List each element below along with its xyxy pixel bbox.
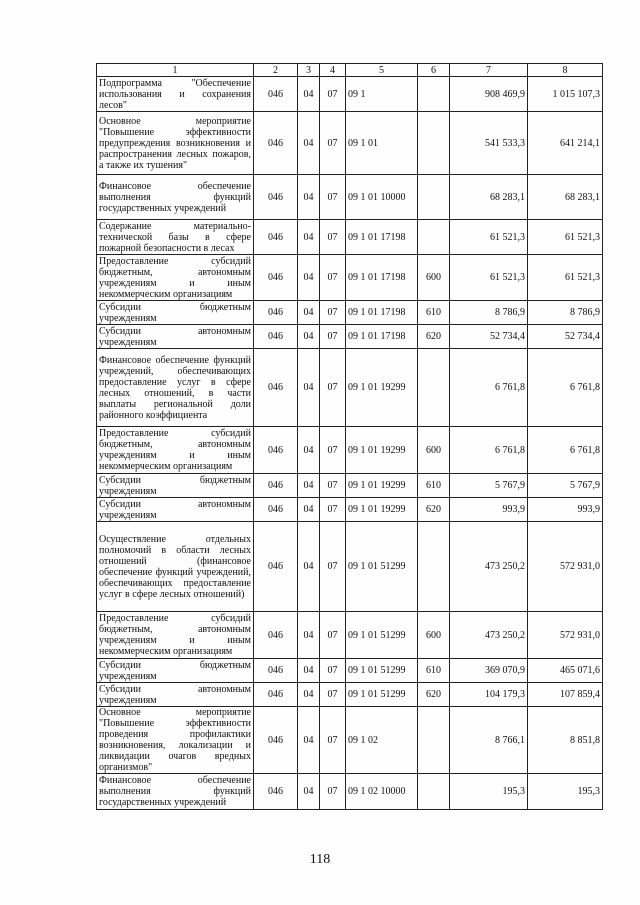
target-article-code: 09 1 01 19299	[346, 474, 418, 498]
table-row	[97, 255, 603, 301]
column-header-6: 6	[418, 64, 450, 77]
amount-year-1: 473 250,2	[450, 522, 528, 612]
item-name: Предоставление субсидий бюджетным, автономным учреждениям и иным некоммерческим организациям	[97, 612, 254, 659]
expense-type-code: 610	[418, 301, 450, 325]
item-name: Финансовое обеспечение функций учреждений, обеспечивающих предоставление услуг в сфере лесных отношений, в части выплаты региональной доли районного коэффициента	[97, 349, 254, 427]
target-article-code: 09 1 01 19299	[346, 498, 418, 522]
item-name: Субсидии автономным учреждениям	[97, 683, 254, 707]
table-row	[97, 522, 603, 612]
ministry-code: 046	[254, 683, 298, 707]
item-name: Содержание материально-технической базы в сфере пожарной безопасности в лесах	[97, 220, 254, 255]
target-article-code: 09 1 01 17198	[346, 301, 418, 325]
section-code: 04	[298, 659, 320, 683]
amount-year-2: 52 734,4	[528, 325, 603, 349]
item-name: Субсидии бюджетным учреждениям	[97, 301, 254, 325]
section-code: 04	[298, 220, 320, 255]
amount-year-1: 195,3	[450, 774, 528, 810]
section-code: 04	[298, 112, 320, 175]
subsection-code: 07	[320, 474, 346, 498]
expense-type-code	[418, 349, 450, 427]
table-header-row	[97, 64, 603, 77]
page-number: 118	[309, 852, 331, 867]
amount-year-2: 61 521,3	[528, 255, 603, 301]
amount-year-2: 107 859,4	[528, 683, 603, 707]
section-code: 04	[298, 175, 320, 220]
expense-type-code: 600	[418, 427, 450, 474]
table-row	[97, 707, 603, 774]
subsection-code: 07	[320, 325, 346, 349]
amount-year-1: 908 469,9	[450, 77, 528, 112]
column-header-2: 2	[254, 64, 298, 77]
expense-type-code: 600	[418, 612, 450, 659]
amount-year-2: 61 521,3	[528, 220, 603, 255]
item-name: Субсидии бюджетным учреждениям	[97, 659, 254, 683]
section-code: 04	[298, 77, 320, 112]
section-code: 04	[298, 427, 320, 474]
table-row	[97, 683, 603, 707]
amount-year-1: 369 070,9	[450, 659, 528, 683]
table-row	[97, 301, 603, 325]
item-name: Финансовое обеспечение выполнения функций государственных учреждений	[97, 175, 254, 220]
amount-year-1: 68 283,1	[450, 175, 528, 220]
amount-year-2: 8 851,8	[528, 707, 603, 774]
amount-year-2: 195,3	[528, 774, 603, 810]
amount-year-2: 572 931,0	[528, 612, 603, 659]
amount-year-1: 993,9	[450, 498, 528, 522]
column-header-3: 3	[298, 64, 320, 77]
expense-type-code	[418, 77, 450, 112]
section-code: 04	[298, 301, 320, 325]
target-article-code: 09 1 01	[346, 112, 418, 175]
target-article-code: 09 1 01 17198	[346, 220, 418, 255]
ministry-code: 046	[254, 774, 298, 810]
amount-year-2: 68 283,1	[528, 175, 603, 220]
expense-type-code	[418, 774, 450, 810]
column-header-7: 7	[450, 64, 528, 77]
subsection-code: 07	[320, 774, 346, 810]
table-row	[97, 220, 603, 255]
subsection-code: 07	[320, 301, 346, 325]
section-code: 04	[298, 255, 320, 301]
section-code: 04	[298, 522, 320, 612]
subsection-code: 07	[320, 175, 346, 220]
section-code: 04	[298, 349, 320, 427]
item-name: Субсидии автономным учреждениям	[97, 498, 254, 522]
target-article-code: 09 1 01 51299	[346, 522, 418, 612]
amount-year-1: 5 767,9	[450, 474, 528, 498]
ministry-code: 046	[254, 77, 298, 112]
amount-year-2: 465 071,6	[528, 659, 603, 683]
ministry-code: 046	[254, 474, 298, 498]
amount-year-1: 6 761,8	[450, 427, 528, 474]
expense-type-code	[418, 175, 450, 220]
table-row	[97, 659, 603, 683]
ministry-code: 046	[254, 255, 298, 301]
amount-year-2: 6 761,8	[528, 349, 603, 427]
table-row	[97, 112, 603, 175]
target-article-code: 09 1 01 10000	[346, 175, 418, 220]
expense-type-code: 610	[418, 659, 450, 683]
amount-year-2: 5 767,9	[528, 474, 603, 498]
column-header-5: 5	[346, 64, 418, 77]
column-header-1: 1	[97, 64, 254, 77]
expense-type-code	[418, 707, 450, 774]
target-article-code: 09 1 01 51299	[346, 612, 418, 659]
subsection-code: 07	[320, 522, 346, 612]
expense-type-code: 620	[418, 325, 450, 349]
amount-year-1: 8 786,9	[450, 301, 528, 325]
expense-type-code	[418, 112, 450, 175]
amount-year-1: 52 734,4	[450, 325, 528, 349]
ministry-code: 046	[254, 112, 298, 175]
target-article-code: 09 1 02	[346, 707, 418, 774]
amount-year-1: 104 179,3	[450, 683, 528, 707]
target-article-code: 09 1 01 19299	[346, 427, 418, 474]
section-code: 04	[298, 325, 320, 349]
item-name: Финансовое обеспечение выполнения функций государственных учреждений	[97, 774, 254, 810]
amount-year-2: 572 931,0	[528, 522, 603, 612]
item-name: Предоставление субсидий бюджетным, автономным учреждениям и иным некоммерческим организациям	[97, 255, 254, 301]
table-row	[97, 325, 603, 349]
target-article-code: 09 1 01 17198	[346, 255, 418, 301]
table-row	[97, 774, 603, 810]
table-row	[97, 498, 603, 522]
ministry-code: 046	[254, 612, 298, 659]
table-row	[97, 612, 603, 659]
target-article-code: 09 1	[346, 77, 418, 112]
amount-year-1: 541 533,3	[450, 112, 528, 175]
item-name: Осуществление отдельных полномочий в области лесных отношений (финансовое обеспечение функций учреждений, обеспечивающих предоставление услуг в сфере лесных отношений)	[97, 522, 254, 612]
budget-table	[96, 63, 603, 810]
ministry-code: 046	[254, 522, 298, 612]
expense-type-code	[418, 522, 450, 612]
expense-type-code: 600	[418, 255, 450, 301]
table-row	[97, 175, 603, 220]
item-name: Предоставление субсидий бюджетным, автономным учреждениям и иным некоммерческим организациям	[97, 427, 254, 474]
expense-type-code: 620	[418, 683, 450, 707]
subsection-code: 07	[320, 707, 346, 774]
subsection-code: 07	[320, 427, 346, 474]
ministry-code: 046	[254, 707, 298, 774]
section-code: 04	[298, 474, 320, 498]
ministry-code: 046	[254, 301, 298, 325]
target-article-code: 09 1 01 51299	[346, 683, 418, 707]
ministry-code: 046	[254, 427, 298, 474]
section-code: 04	[298, 612, 320, 659]
expense-type-code: 610	[418, 474, 450, 498]
item-name: Основное мероприятие "Повышение эффективности предупреждения возникновения и распространения лесных пожаров, а также их тушения"	[97, 112, 254, 175]
target-article-code: 09 1 01 17198	[346, 325, 418, 349]
ministry-code: 046	[254, 220, 298, 255]
amount-year-2: 1 015 107,3	[528, 77, 603, 112]
expense-type-code: 620	[418, 498, 450, 522]
subsection-code: 07	[320, 659, 346, 683]
amount-year-1: 61 521,3	[450, 220, 528, 255]
amount-year-1: 473 250,2	[450, 612, 528, 659]
section-code: 04	[298, 498, 320, 522]
item-name: Субсидии автономным учреждениям	[97, 325, 254, 349]
item-name: Подпрограмма "Обеспечение использования и сохранения лесов"	[97, 77, 254, 112]
table-row	[97, 77, 603, 112]
target-article-code: 09 1 01 19299	[346, 349, 418, 427]
section-code: 04	[298, 683, 320, 707]
column-header-8: 8	[528, 64, 603, 77]
ministry-code: 046	[254, 325, 298, 349]
item-name: Субсидии бюджетным учреждениям	[97, 474, 254, 498]
item-name: Основное мероприятие "Повышение эффективности проведения профилактики возникновения, локализации и ликвидации очагов вредных организмов"	[97, 707, 254, 774]
expense-type-code	[418, 220, 450, 255]
section-code: 04	[298, 707, 320, 774]
subsection-code: 07	[320, 349, 346, 427]
section-code: 04	[298, 774, 320, 810]
ministry-code: 046	[254, 498, 298, 522]
subsection-code: 07	[320, 255, 346, 301]
amount-year-1: 6 761,8	[450, 349, 528, 427]
ministry-code: 046	[254, 175, 298, 220]
subsection-code: 07	[320, 612, 346, 659]
column-header-4: 4	[320, 64, 346, 77]
amount-year-1: 61 521,3	[450, 255, 528, 301]
ministry-code: 046	[254, 659, 298, 683]
amount-year-2: 993,9	[528, 498, 603, 522]
ministry-code: 046	[254, 349, 298, 427]
subsection-code: 07	[320, 77, 346, 112]
target-article-code: 09 1 02 10000	[346, 774, 418, 810]
table-row	[97, 474, 603, 498]
amount-year-2: 8 786,9	[528, 301, 603, 325]
subsection-code: 07	[320, 112, 346, 175]
table-row	[97, 427, 603, 474]
amount-year-2: 641 214,1	[528, 112, 603, 175]
target-article-code: 09 1 01 51299	[346, 659, 418, 683]
subsection-code: 07	[320, 220, 346, 255]
table-body	[97, 77, 603, 810]
subsection-code: 07	[320, 498, 346, 522]
amount-year-2: 6 761,8	[528, 427, 603, 474]
table-row	[97, 349, 603, 427]
amount-year-1: 8 766,1	[450, 707, 528, 774]
subsection-code: 07	[320, 683, 346, 707]
